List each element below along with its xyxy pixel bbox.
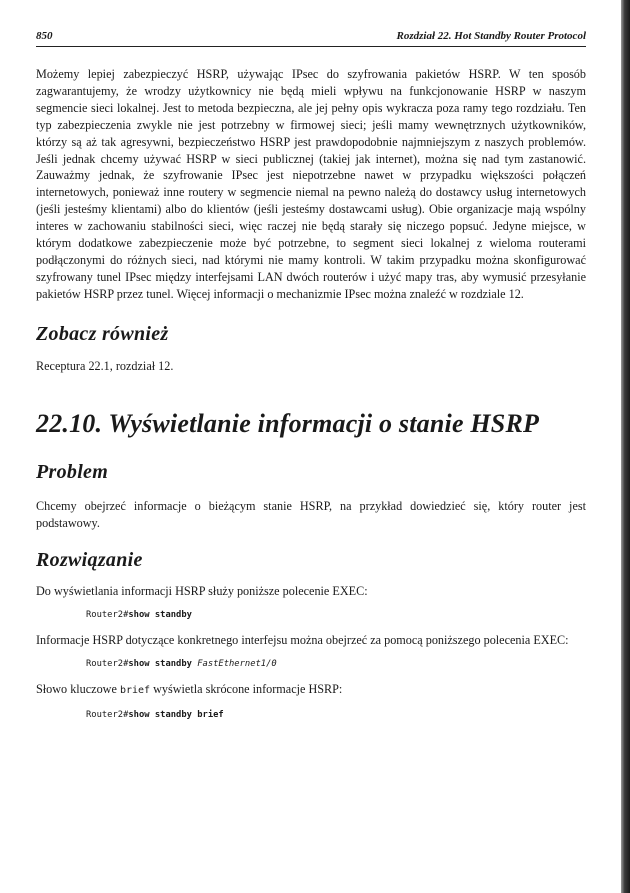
code-command: show standby — [128, 710, 192, 721]
code-prompt: Router2# — [86, 610, 129, 621]
page-content — [36, 66, 586, 732]
inline-keyword: brief — [119, 685, 151, 697]
page-edge-shadow — [621, 0, 630, 893]
code-block-1 — [86, 610, 586, 620]
problem-heading: Problem — [36, 460, 109, 483]
code-command: show standby — [128, 659, 192, 670]
code-argument: brief — [197, 710, 224, 721]
solution-text-1: Do wyświetlania informacji HSRP służy poniższe polecenie EXEC: — [36, 584, 368, 599]
see-also-heading: Zobacz również — [36, 322, 169, 345]
code-block-3 — [86, 710, 586, 720]
code-prompt: Router2# — [86, 710, 129, 721]
page-number: 850 — [36, 30, 53, 42]
solution-heading: Rozwiązanie — [36, 549, 143, 572]
code-argument: FastEthernet1/0 — [197, 659, 277, 670]
chapter-title: Rozdział 22. Hot Standby Router Protocol — [396, 30, 586, 42]
code-prompt: Router2# — [86, 659, 129, 670]
code-command: show standby — [128, 610, 192, 621]
section-heading: 22.10. Wyświetlanie informacji o stanie HSRP — [36, 408, 540, 438]
code-block-2 — [86, 659, 586, 669]
solution-text-3: Słowo kluczowe brief wyświetla skrócone informacje HSRP: — [36, 682, 343, 697]
intro-paragraph: Możemy lepiej zabezpieczyć HSRP, używając IPsec do szyfrowania pakietów HSRP. W ten sposób zagwarantujemy, że wrodzy użytkownicy nie będą mieli wpływu na funkcjonowanie HSRP w naszym segmencie sieci lokalnej. Jest to metoda bezpieczna, ale jej pełny opis wykracza poza ramy tego rozdziału. Ten typ zabezpieczenia zwykle nie jest potrzebny w firmowej sieci; jeśli mamy wewnętrznych użytkowników, którzy są aż tak agresywni, bezpieczeństwo HSRP jest prawdopodobnie najmniejszym z naszych problemów. Jeśli jednak chcemy używać HSRP w sieci publicznej (takiej jak internet), można się nad tym zastanowić. Zauważmy jednak, że szyfrowanie IPsec jest niepotrzebne nawet w przypadku większości połączeń internetowych, ponieważ inne routery w segmencie niemal na pewno należą do dostawcy usług internetowych (jeśli jesteśmy klientami) albo do klientów (jeśli jesteśmy dostawcami usług). Obie organizacje mają wspólny interes w zachowaniu stabilności sieci, więc raczej nie będą starały się niczego popsuć. Jedyne miejsce, w którym dodatkowe zabezpieczenie może być potrzebne, to segment sieci lokalnej z wieloma routerami podłączonymi do różnych sieci, nad którymi nie mamy kontroli. W takim przypadku można skonfigurować szyfrowany tunel IPsec między interfejsami LAN dwóch routerów i użyć mapy tras, aby wymusić przesyłanie pakietów HSRP przez tunel. Więcej informacji o mechanizmie IPsec można znaleźć w rozdziale 12. — [36, 67, 586, 301]
solution-text-2: Informacje HSRP dotyczące konkretnego interfejsu można obejrzeć za pomocą poniższego polecenia EXEC: — [36, 633, 569, 648]
running-header — [36, 30, 586, 47]
problem-text: Chcemy obejrzeć informacje o bieżącym stanie HSRP, na przykład dowiedzieć się, który router jest podstawowy. — [36, 498, 586, 530]
see-also-text: Receptura 22.1, rozdział 12. — [36, 358, 174, 373]
